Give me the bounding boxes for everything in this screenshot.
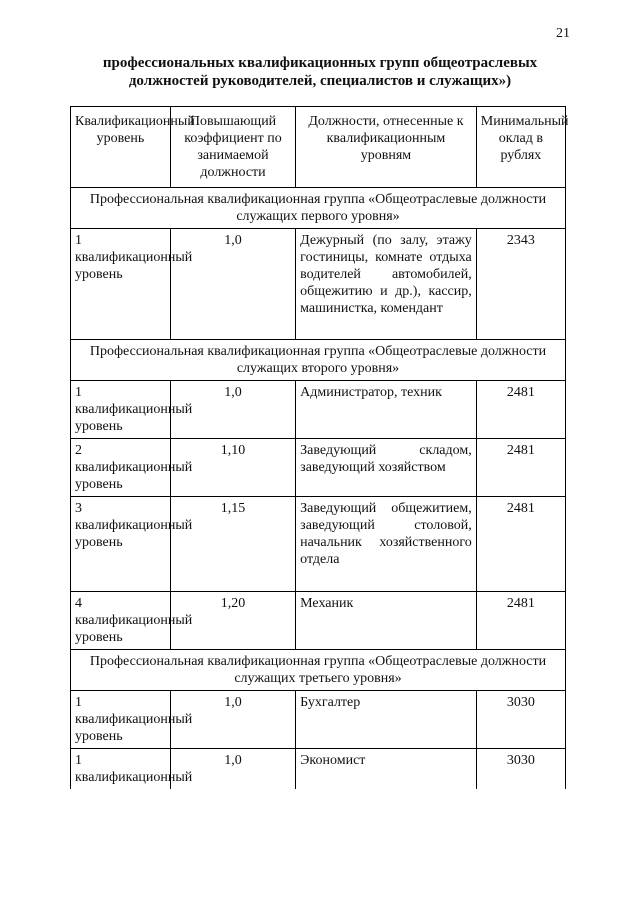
cell-positions: Заведующий складом, заведующий хозяйством: [296, 439, 477, 497]
salary-table: [70, 106, 569, 789]
table-row: [71, 691, 566, 749]
cell-salary: 2481: [476, 497, 565, 592]
cell-coefficient: 1,0: [170, 229, 295, 340]
group-row: [71, 650, 566, 691]
cell-positions: Дежурный (по залу, этажу гостиницы, комнате отдыха водителей автомобилей, общежитию и др.), кассир, машинистка, комендант: [296, 229, 477, 340]
cell-level: 4 квалификационный уровень: [71, 592, 171, 650]
cell-coefficient: 1,0: [170, 691, 295, 749]
cell-positions: Экономист: [296, 749, 477, 790]
cell-coefficient: 1,0: [170, 749, 295, 790]
table-row: [71, 381, 566, 439]
cell-level: 1 квалификационный уровень: [71, 691, 171, 749]
table-row: [71, 439, 566, 497]
cell-salary: 2481: [476, 381, 565, 439]
cell-coefficient: 1,10: [170, 439, 295, 497]
cell-salary: 2481: [476, 592, 565, 650]
cell-level: 2 квалификационный уровень: [71, 439, 171, 497]
cell-salary: 3030: [476, 691, 565, 749]
group-row: [71, 188, 566, 229]
header-level: Квалификационный уровень: [71, 107, 171, 188]
cell-coefficient: 1,20: [170, 592, 295, 650]
header-salary: Минимальный оклад в рублях: [476, 107, 565, 188]
table-row: [71, 229, 566, 340]
document-heading: профессиональных квалификационных групп общеотраслевых должностей руководителей, специалистов и служащих»): [102, 55, 538, 89]
cell-level: 1 квалификационный: [71, 749, 171, 790]
cell-salary: 3030: [476, 749, 565, 790]
group-title-second-level: Профессиональная квалификационная группа «Общеотраслевые должности служащих второго уровня»: [71, 340, 566, 381]
table-header-row: [71, 107, 566, 188]
header-positions: Должности, отнесенные к квалификационным уровням: [296, 107, 477, 188]
cell-coefficient: 1,0: [170, 381, 295, 439]
cell-positions: Администратор, техник: [296, 381, 477, 439]
cell-salary: 2343: [476, 229, 565, 340]
cell-coefficient: 1,15: [170, 497, 295, 592]
cell-level: 3 квалификационный уровень: [71, 497, 171, 592]
cell-level: 1 квалификационный уровень: [71, 229, 171, 340]
page-number: 21: [556, 26, 570, 41]
table-row: [71, 749, 566, 790]
cell-level: 1 квалификационный уровень: [71, 381, 171, 439]
cell-positions: Заведующий общежитием, заведующий столовой, начальник хозяйственного отдела: [296, 497, 477, 592]
cell-salary: 2481: [476, 439, 565, 497]
cell-positions: Бухгалтер: [296, 691, 477, 749]
header-coefficient: Повышающий коэффициент по занимаемой должности: [170, 107, 295, 188]
group-title-third-level: Профессиональная квалификационная группа «Общеотраслевые должности служащих третьего уровня»: [71, 650, 566, 691]
table-row: [71, 497, 566, 592]
cell-positions: Механик: [296, 592, 477, 650]
group-title-first-level: Профессиональная квалификационная группа «Общеотраслевые должности служащих первого уровня»: [71, 188, 566, 229]
table-row: [71, 592, 566, 650]
group-row: [71, 340, 566, 381]
